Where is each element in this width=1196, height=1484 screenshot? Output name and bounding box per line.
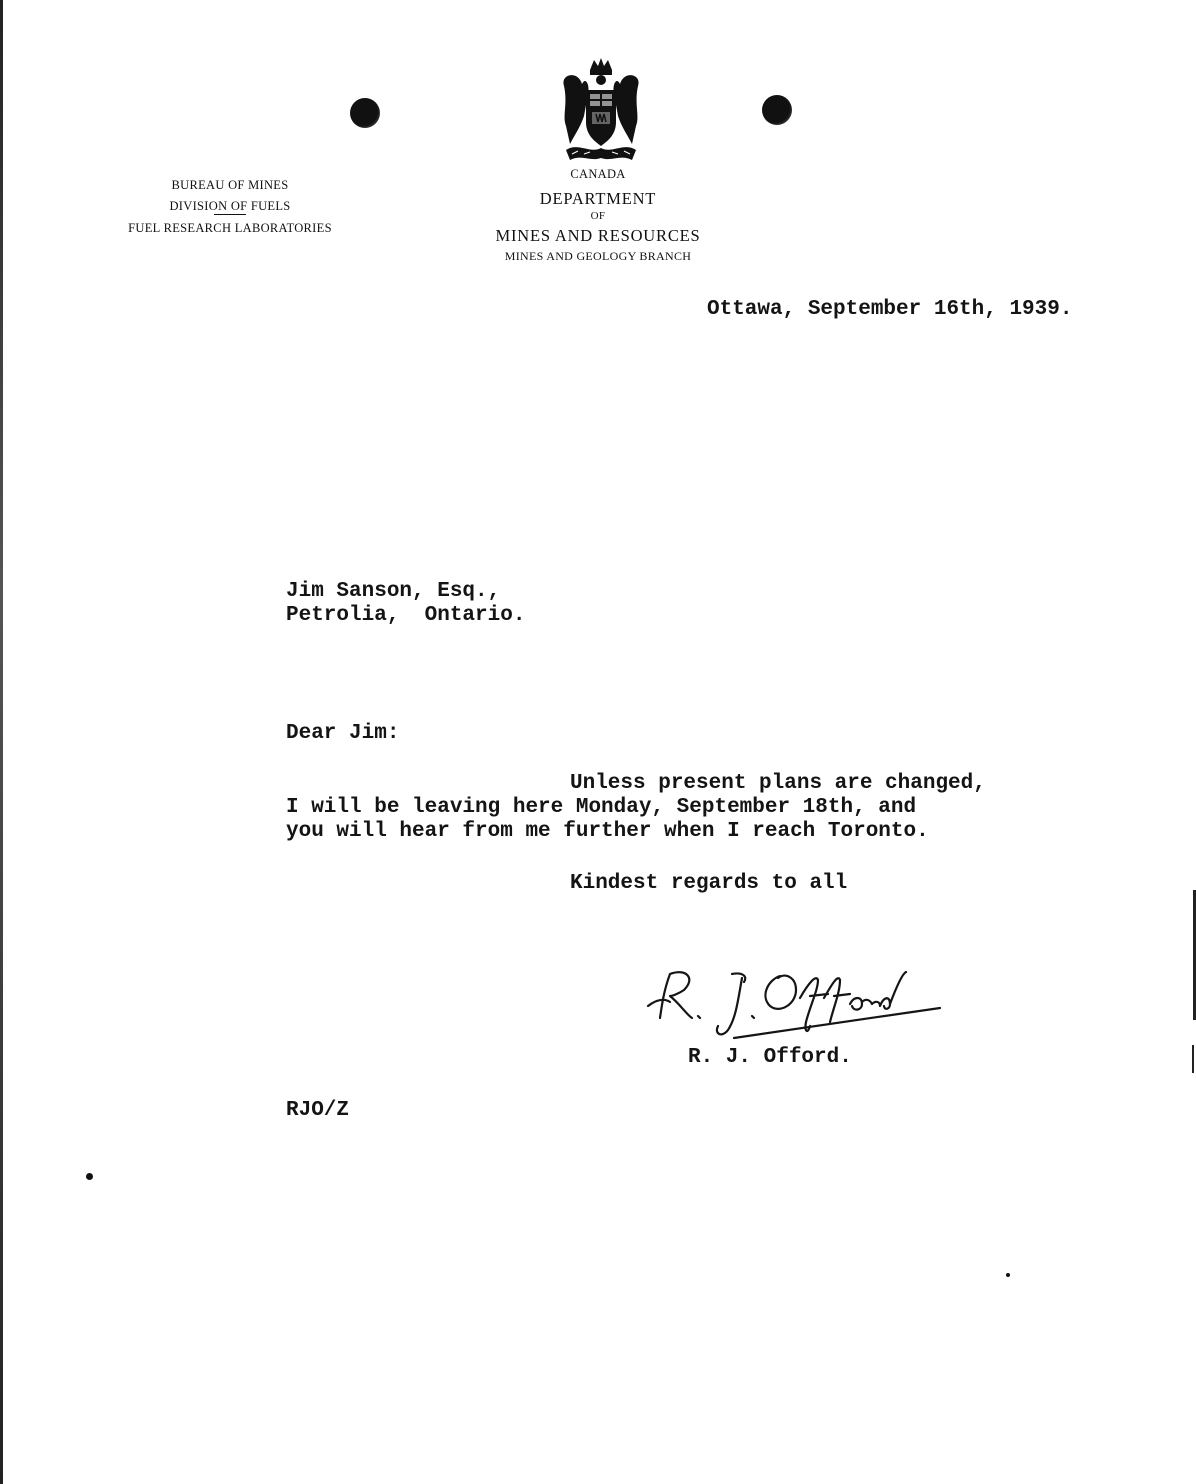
signer-name: R. J. Offord. <box>688 1046 852 1069</box>
scan-left-edge <box>0 0 3 1484</box>
letterhead-country: CANADA <box>570 167 626 181</box>
coat-of-arms-icon <box>560 56 642 166</box>
letter-date: Ottawa, September 16th, 1939. <box>707 298 1073 321</box>
letterhead-ministry: MINES AND RESOURCES <box>495 226 701 245</box>
recipient-name: Jim Sanson, Esq., <box>286 580 501 603</box>
handwritten-signature <box>640 960 950 1050</box>
ink-dot <box>1006 1273 1010 1277</box>
scan-right-edge-mark <box>1192 1045 1194 1073</box>
letterhead-division: DIVISION OF FUELS <box>169 199 291 213</box>
letterhead-branch: MINES AND GEOLOGY BRANCH <box>504 249 692 263</box>
letterhead-of: OF <box>590 210 606 222</box>
recipient-address <box>286 580 525 628</box>
body-line: Unless present plans are changed, <box>570 772 986 795</box>
punch-hole-left <box>350 98 380 128</box>
letterhead-department: DEPARTMENT <box>539 189 657 208</box>
body-line: you will hear from me further when I reach Toronto. <box>286 820 929 843</box>
letter-body <box>286 772 986 844</box>
letterhead-left-block <box>110 175 350 239</box>
letterhead-bureau: BUREAU OF MINES <box>171 178 289 192</box>
punch-hole-right <box>762 95 792 125</box>
letterhead-laboratories: FUEL RESEARCH LABORATORIES <box>128 221 332 235</box>
recipient-location: Petrolia, Ontario. <box>286 604 526 627</box>
body-line: I will be leaving here Monday, September 18th, and <box>286 796 917 819</box>
ink-dot <box>86 1173 93 1180</box>
salutation: Dear Jim: <box>286 722 400 745</box>
closing: Kindest regards to all <box>570 872 848 895</box>
letterhead-center-block <box>468 166 728 265</box>
reference-initials: RJO/Z <box>286 1099 350 1122</box>
